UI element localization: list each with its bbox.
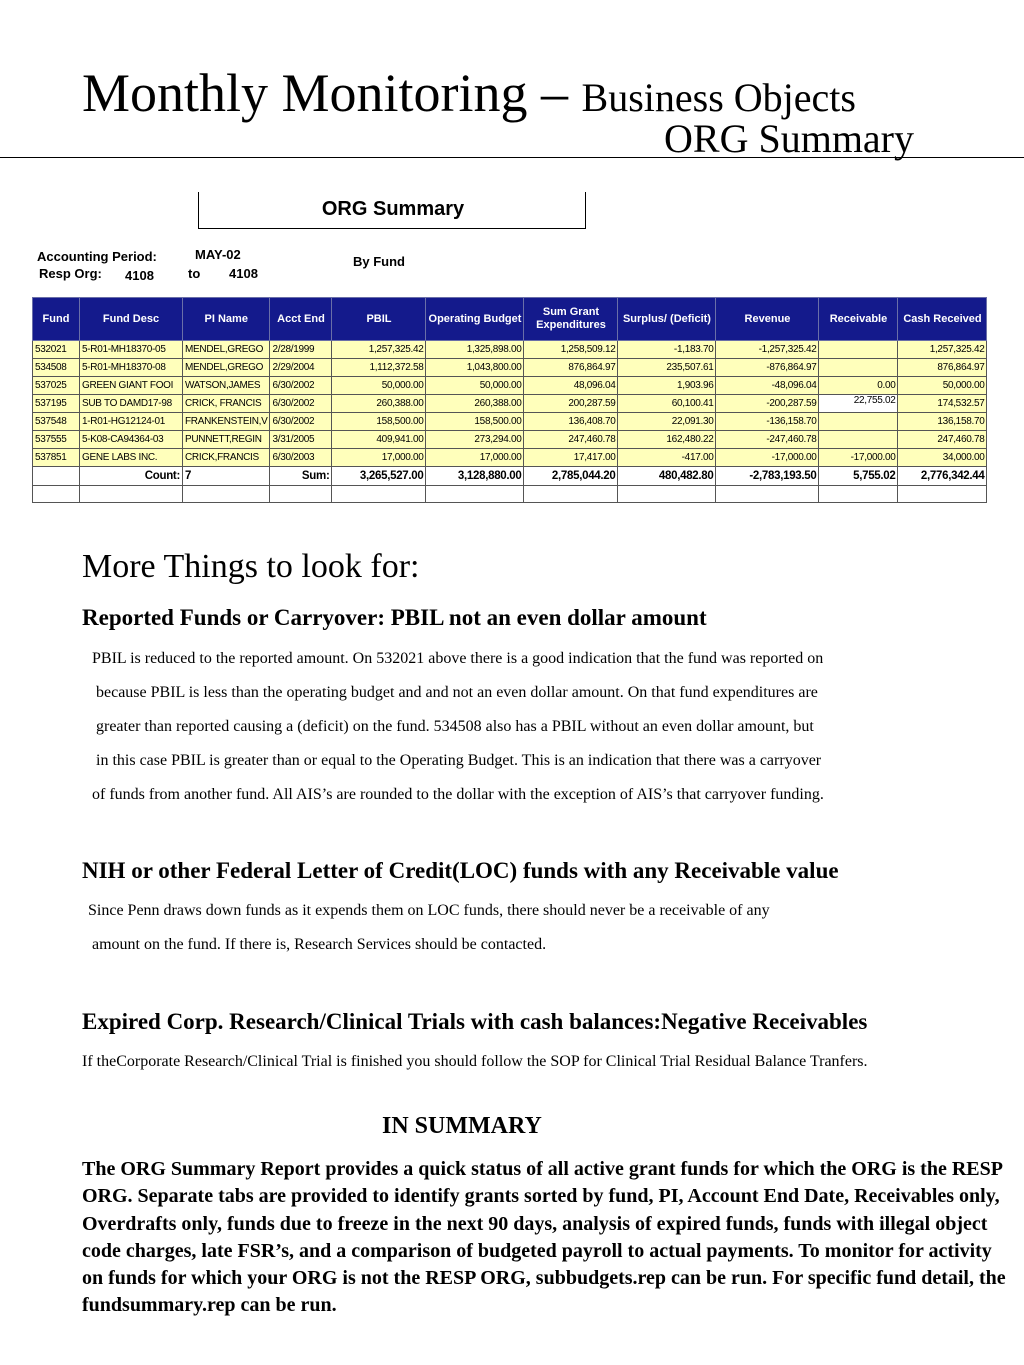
resp-org-label: Resp Org:	[39, 266, 102, 281]
cell-revenue: -247,460.78	[716, 431, 819, 449]
page-subtitle: ORG Summary	[664, 116, 914, 161]
cell-acct-end: 2/29/2004	[270, 359, 332, 377]
cell-empty	[898, 486, 987, 503]
col-header-acct-end: Acct End	[270, 298, 332, 341]
cell-pbil: 50,000.00	[332, 377, 426, 395]
cell-fund: 537195	[33, 395, 80, 413]
col-header-surplus-deficit: Surplus/ (Deficit)	[618, 298, 716, 341]
cell-surplus-deficit: 60,100.41	[618, 395, 716, 413]
table-row	[33, 377, 987, 395]
cell-pi-name: WATSON,JAMES	[183, 377, 270, 395]
cell-sum-grant-expenditures: 17,417.00	[524, 449, 618, 467]
table-row	[33, 395, 987, 413]
cell-pi-name: MENDEL,GREGO	[183, 359, 270, 377]
cell-surplus-deficit: 1,903.96	[618, 377, 716, 395]
col-header-receivable: Receivable	[819, 298, 898, 341]
cell-empty	[426, 486, 524, 503]
table-row	[33, 449, 987, 467]
col-header-revenue: Revenue	[716, 298, 819, 341]
cell-fund: 537025	[33, 377, 80, 395]
table-blank-row	[33, 486, 987, 503]
sum-label: Sum:	[270, 467, 332, 486]
section-expired-trials-title: Expired Corp. Research/Clinical Trials with cash balances:Negative Receivables	[82, 1009, 868, 1034]
cell-empty	[80, 486, 183, 503]
resp-org-to-label: to	[188, 266, 201, 281]
col-header-pbil: PBIL	[332, 298, 426, 341]
cell-revenue: -136,158.70	[716, 413, 819, 431]
cell-receivable: 0.00	[819, 377, 898, 395]
org-summary-table	[32, 297, 987, 503]
col-header-pi-name: PI Name	[183, 298, 270, 341]
in-summary-text: The ORG Summary Report provides a quick status of all active grant funds for which the ORG is the RESP ORG. Separate tabs are provided to identify grants sorted by fund, PI, Account End Date, Receivables only, Overdrafts only, funds due to freeze in the next 90 days, analysis of expired funds, funds with illegal object code charges, late FSR’s, and a comparison of budgeted payroll to actual payments. To monitor for activity on funds for which your ORG is not the RESP ORG, subbudgets.rep can be run. For specific fund detail, the fundsummary.rep can be run.	[82, 1158, 1006, 1317]
sum-grant-expenditures: 2,785,044.20	[524, 467, 618, 486]
cell-fund: 534508	[33, 359, 80, 377]
cell-receivable	[819, 413, 898, 431]
cell-pi-name: CRICK,FRANCIS	[183, 449, 270, 467]
cell-fund: 537548	[33, 413, 80, 431]
cell-sum-grant-expenditures: 48,096.04	[524, 377, 618, 395]
cell-cash-received: 50,000.00	[898, 377, 987, 395]
cell-receivable: -17,000.00	[819, 449, 898, 467]
cell-receivable	[819, 359, 898, 377]
cell-cash-received: 876,864.97	[898, 359, 987, 377]
col-header-cash-received: Cash Received	[898, 298, 987, 341]
cell-cash-received: 1,257,325.42	[898, 341, 987, 359]
table-row	[33, 341, 987, 359]
cell-pi-name: MENDEL,GREGO	[183, 341, 270, 359]
cell-cash-received: 174,532.57	[898, 395, 987, 413]
section-reported-funds-line: because PBIL is less than the operating budget and and not an even dollar amount. On that fund expenditures are	[96, 684, 818, 701]
cell-surplus-deficit: 22,091.30	[618, 413, 716, 431]
cell-receivable: 22,755.02	[819, 395, 898, 413]
cell-operating-budget: 1,043,800.00	[426, 359, 524, 377]
cell-fund-desc: GREEN GIANT FOOI	[80, 377, 183, 395]
resp-org-to: 4108	[229, 266, 258, 281]
table-header-row	[33, 298, 987, 341]
cell-fund-desc: SUB TO DAMD17-98	[80, 395, 183, 413]
col-header-sum-grant-expenditures: Sum Grant Expenditures	[524, 298, 618, 341]
section-loc-line: Since Penn draws down funds as it expends them on LOC funds, there should never be a receivable of any	[88, 902, 770, 919]
cell-pi-name: CRICK, FRANCIS	[183, 395, 270, 413]
cell-fund: 537555	[33, 431, 80, 449]
sum-receivable: 5,755.02	[819, 467, 898, 486]
table-row	[33, 431, 987, 449]
section-reported-funds-line: of funds from another fund. All AIS’s are rounded to the dollar with the exception of AIS’s that carryover funding.	[92, 786, 824, 803]
cell-receivable	[819, 341, 898, 359]
cell-surplus-deficit: -417.00	[618, 449, 716, 467]
sum-surplus-deficit: 480,482.80	[618, 467, 716, 486]
cell-pbil: 260,388.00	[332, 395, 426, 413]
cell-fund: 532021	[33, 341, 80, 359]
cell-fund-desc: GENE LABS INC.	[80, 449, 183, 467]
cell-operating-budget: 50,000.00	[426, 377, 524, 395]
cell-pi-name: PUNNETT,REGIN	[183, 431, 270, 449]
cell-empty	[819, 486, 898, 503]
cell-sum-grant-expenditures: 200,287.59	[524, 395, 618, 413]
cell-pbil: 409,941.00	[332, 431, 426, 449]
cell-surplus-deficit: 162,480.22	[618, 431, 716, 449]
page-title-sub: Business Objects	[581, 75, 856, 120]
table-summary-row	[33, 467, 987, 486]
section-reported-funds-line: PBIL is reduced to the reported amount. On 532021 above there is a good indication that the fund was reported on	[92, 650, 824, 667]
cell-operating-budget: 17,000.00	[426, 449, 524, 467]
cell-acct-end: 6/30/2002	[270, 413, 332, 431]
cell-fund-desc: 5-K08-CA94364-03	[80, 431, 183, 449]
cell-receivable	[819, 431, 898, 449]
more-things-heading: More Things to look for:	[82, 548, 420, 585]
table-row	[33, 413, 987, 431]
group-by-label: By Fund	[353, 254, 405, 269]
cell-pi-name: FRANKENSTEIN,V	[183, 413, 270, 431]
cell-surplus-deficit: 235,507.61	[618, 359, 716, 377]
cell-revenue: -48,096.04	[716, 377, 819, 395]
cell-cash-received: 247,460.78	[898, 431, 987, 449]
cell-empty	[618, 486, 716, 503]
accounting-period-value: MAY-02	[195, 247, 241, 262]
cell-operating-budget: 273,294.00	[426, 431, 524, 449]
cell-pbil: 1,112,372.58	[332, 359, 426, 377]
cell-operating-budget: 260,388.00	[426, 395, 524, 413]
cell-acct-end: 2/28/1999	[270, 341, 332, 359]
cell-surplus-deficit: -1,183.70	[618, 341, 716, 359]
cell-empty	[183, 486, 270, 503]
resp-org-from: 4108	[125, 268, 154, 283]
cell-sum-grant-expenditures: 1,258,509.12	[524, 341, 618, 359]
col-header-operating-budget: Operating Budget	[426, 298, 524, 341]
cell-fund-desc: 1-R01-HG12124-01	[80, 413, 183, 431]
cell-fund-desc: 5-R01-MH18370-08	[80, 359, 183, 377]
cell-pbil: 1,257,325.42	[332, 341, 426, 359]
section-loc-title: NIH or other Federal Letter of Credit(LOC) funds with any Receivable value	[82, 858, 839, 883]
cell-empty	[33, 486, 80, 503]
cell-sum-grant-expenditures: 136,408.70	[524, 413, 618, 431]
section-reported-funds-line: in this case PBIL is greater than or equal to the Operating Budget. This is an indication that there was a carryover	[96, 752, 822, 769]
cell-operating-budget: 1,325,898.00	[426, 341, 524, 359]
page-title-main: Monthly Monitoring –	[82, 63, 582, 123]
section-expired-trials-text: If theCorporate Research/Clinical Trial is finished you should follow the SOP for Clinical Trial Residual Balance Tranfers.	[82, 1053, 868, 1070]
cell-revenue: -1,257,325.42	[716, 341, 819, 359]
count-value: 7	[183, 467, 270, 486]
table-row	[33, 359, 987, 377]
cell-acct-end: 6/30/2002	[270, 395, 332, 413]
sum-cash-received: 2,776,342.44	[898, 467, 987, 486]
count-label: Count:	[80, 467, 183, 486]
cell-cash-received: 34,000.00	[898, 449, 987, 467]
cell-revenue: -200,287.59	[716, 395, 819, 413]
cell-fund: 537851	[33, 449, 80, 467]
cell-pbil: 17,000.00	[332, 449, 426, 467]
section-reported-funds-line: greater than reported causing a (deficit) on the fund. 534508 also has a PBIL without an even dollar amount, but	[96, 718, 814, 735]
cell-acct-end: 6/30/2002	[270, 377, 332, 395]
in-summary-heading: IN SUMMARY	[382, 1113, 542, 1139]
col-header-fund: Fund	[33, 298, 80, 341]
cell-acct-end: 3/31/2005	[270, 431, 332, 449]
cell-empty	[716, 486, 819, 503]
cell-pbil: 158,500.00	[332, 413, 426, 431]
report-title: ORG Summary	[321, 198, 465, 220]
header-divider	[0, 157, 1024, 158]
cell-fund-desc: 5-R01-MH18370-05	[80, 341, 183, 359]
sum-operating-budget: 3,128,880.00	[426, 467, 524, 486]
cell-sum-grant-expenditures: 247,460.78	[524, 431, 618, 449]
cell-sum-grant-expenditures: 876,864.97	[524, 359, 618, 377]
section-reported-funds-title: Reported Funds or Carryover: PBIL not an even dollar amount	[82, 605, 707, 630]
cell-revenue: -876,864.97	[716, 359, 819, 377]
cell-empty	[270, 486, 332, 503]
cell-empty	[33, 467, 80, 486]
cell-acct-end: 6/30/2003	[270, 449, 332, 467]
col-header-fund-desc: Fund Desc	[80, 298, 183, 341]
cell-cash-received: 136,158.70	[898, 413, 987, 431]
cell-revenue: -17,000.00	[716, 449, 819, 467]
section-loc-line: amount on the fund. If there is, Research Services should be contacted.	[92, 936, 547, 953]
cell-operating-budget: 158,500.00	[426, 413, 524, 431]
accounting-period-label: Accounting Period:	[37, 249, 157, 264]
sum-pbil: 3,265,527.00	[332, 467, 426, 486]
sum-revenue: -2,783,193.50	[716, 467, 819, 486]
cell-empty	[332, 486, 426, 503]
cell-empty	[524, 486, 618, 503]
